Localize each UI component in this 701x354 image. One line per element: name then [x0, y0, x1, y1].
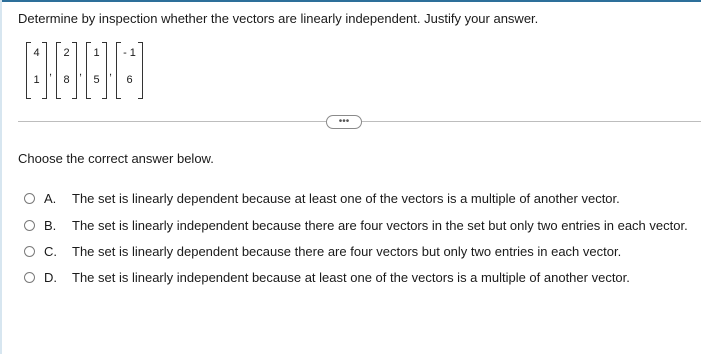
vector-1	[26, 42, 47, 97]
answer-option-c[interactable]	[24, 244, 621, 259]
option-text: The set is linearly independent because there are four vectors in the set but only two entries in each vector.	[72, 218, 688, 233]
radio-button[interactable]	[24, 220, 35, 231]
radio-button[interactable]	[24, 193, 35, 204]
vector-separator: ,	[49, 65, 53, 78]
vector-entry: 5	[93, 73, 100, 86]
vector-separator: ,	[109, 65, 113, 78]
vector-entry: 1	[33, 73, 40, 86]
vector-entry: - 1	[123, 46, 136, 59]
vector-4	[116, 42, 143, 97]
option-text: The set is linearly dependent because at least one of the vectors is a multiple of another vector.	[72, 191, 620, 206]
vector-entry: 8	[63, 73, 70, 86]
option-text: The set is linearly independent because at least one of the vectors is a multiple of another vector.	[72, 270, 630, 285]
right-bracket	[138, 42, 143, 99]
vector-entry: 1	[93, 46, 100, 59]
answer-option-b[interactable]	[24, 218, 688, 233]
option-text: The set is linearly dependent because there are four vectors but only two entries in each vector.	[72, 244, 622, 259]
vector-3	[86, 42, 107, 97]
vector-separator: ,	[79, 65, 83, 78]
left-edge-strip	[0, 0, 2, 354]
option-letter: B.	[44, 218, 57, 233]
answer-option-d[interactable]	[24, 270, 630, 285]
option-letter: C.	[44, 244, 57, 259]
answer-prompt: Choose the correct answer below.	[18, 151, 214, 166]
answer-option-a[interactable]	[24, 191, 620, 206]
question-text: Determine by inspection whether the vectors are linearly independent. Justify your answer.	[18, 11, 539, 26]
option-letter: D.	[44, 270, 57, 285]
vector-entry: 4	[33, 46, 40, 59]
radio-button[interactable]	[24, 246, 35, 257]
option-letter: A.	[44, 191, 57, 206]
vector-2	[56, 42, 77, 97]
top-accent-line	[0, 0, 701, 2]
vector-set	[26, 38, 143, 100]
radio-button[interactable]	[24, 272, 35, 283]
vector-entry: 2	[63, 46, 70, 59]
vector-entry: 6	[126, 73, 133, 86]
more-options-button[interactable]: •••	[326, 115, 362, 129]
